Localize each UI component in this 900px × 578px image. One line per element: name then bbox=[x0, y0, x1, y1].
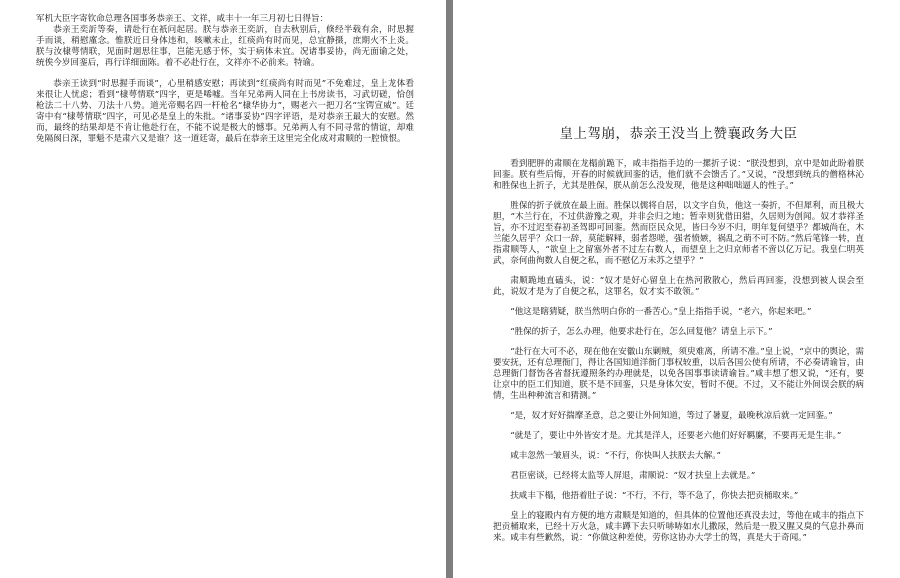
body-paragraph: “赴行在大可不必，现在他在安徽山东剿贼，须臾难离，所请不准。”皇上说，“京中的舆论，需要安抚，还有总理衙门，得让各国知道洋衙门事权较重，以后各国公使有所请，不必奏请谕旨，由总理衙门督饬各省督抚遵照条约办理就是，以免各国事事读请谕旨。”咸丰想了想又说，“还有，要让京中的臣工们知道，朕不是不回銮，只是身体欠安，暂时不便。不过，又不能让外间误会朕的病情，生出种种流言和猜测。” bbox=[493, 347, 864, 401]
right-page bbox=[453, 0, 900, 578]
edict-body: 恭亲王奕訢等奏，请赴行在祇问起居。朕与恭亲王奕訢，自去秋别后，倏经半载有余，时思握手而谈，稍慰廑念。惟朕近日身体违和，咳嗽未止，红痰尚有时而见，总宜静摄，庶期火不上炎。朕与汝棣萼情联，见面时迴思往事，岂能无感于怀，实于病体未宜。况诸事妥协，尚无面谕之处，统俟今岁回銮后，再行详细面陈。着不必赴行在，文祥亦不必前来。特谕。 bbox=[36, 25, 414, 68]
chapter-title: 皇上驾崩，恭亲王没当上赞襄政务大臣 bbox=[559, 126, 798, 142]
page-divider bbox=[446, 0, 453, 578]
body-paragraph: “就是了，要让中外皆安才是。尤其是洋人，还要老六他们好好羁縻，不要再无是生非。” bbox=[510, 431, 842, 441]
body-paragraph: “胜保的折子，怎么办理，他要求赴行在，怎么回复他？请皇上示下。” bbox=[510, 327, 773, 337]
chapter-top-space bbox=[493, 0, 864, 122]
body-paragraph: 扶咸丰下榻，他捂着肚子说：“不行，不行，等不急了，你快去把贡桶取来。” bbox=[510, 491, 799, 501]
left-page bbox=[0, 0, 446, 578]
edict-heading: 军机大臣字寄钦命总理各国事务恭亲王、文祥，咸丰十一年三月初七日得旨： bbox=[36, 14, 329, 24]
body-paragraph: 君臣密谈，已经将太监等人屏退，肃顺说：“奴才扶皇上去就是。” bbox=[510, 471, 756, 481]
body-paragraph: 皇上的寝殿内有方便的地方肃顺是知道的，但具体的位置他还真没去过，等他在咸丰的指点下把贡桶取来，已经十万火急，咸丰蹲下去只听哧哧如水儿撒尿，然后是一股又腥又臭的气息扑鼻而来。咸丰有些歉然，说：“你做这种差使，劳你这协办大学士的驾，真是大于奇闻。” bbox=[493, 511, 864, 543]
body-paragraph: 肃顺跪地直磕头，说：“奴才是好心留皇上在热河散散心，然后再回銮，没想到被人误会至此，说奴才是为了自便之私，这罪名，奴才实不敢领。” bbox=[493, 276, 864, 297]
body-paragraph: “他这是瞎猜疑，朕当然明白你的一番苦心。”皇上指指手说，“老六，你起来吧。” bbox=[510, 307, 812, 317]
body-paragraph: 看到肥胖的肃顺在龙榻前跪下，咸丰指指手边的一摞折子说：“朕没想到，京中是如此盼着朕回銮。朕有些后悔，开春的时候就回銮的话，他们就不会馈舌了。”又说，“没想到统兵的僧格林沁和胜保也上折子，尤其是胜保，朕从前怎么没发现，他是这种咄咄逼人的性子。” bbox=[493, 159, 864, 191]
paragraph-gap bbox=[36, 69, 414, 79]
body-paragraph: 胜保的折子就放在最上面。胜保以儒将自居，以文字自负，他这一奏折，不但犀利，而且极大胆，“木兰行在，不过供游豫之观，并非会归之地；暂幸则犹借田猎，久居则为创闻。奴才恭祥圣旨，亦不过迟至春初圣驾即可回銮。然而臣民众见，皆曰今岁不归，明年复何望乎？都城尚在，木兰能久居乎？众口一辞，莫能解释，弱者怨嗟，强者愤嫉，祸乱之萌不可不防。”然后笔锋一转，直指肃顺等人，“欲皇上之留塞外者不过左右数人，而望皇上之归京师者不啻以亿万记。我皇仁明英武，奈何曲徇数人自便之私，而不慰亿万未苏之望乎？” bbox=[493, 201, 864, 266]
body-paragraph: 咸丰忽然一皱眉头，说：“不行，你快叫人扶朕去大解。” bbox=[510, 451, 721, 461]
body-paragraph: “是，奴才好好揣摩圣意，总之要让外间知道，等过了暑夏，最晚秋凉后就一定回銮。” bbox=[510, 411, 833, 421]
narrative-paragraph: 恭亲王读到“时思握手而谈”，心里稍感安慰；再读到“红痰尚有时而见”不免难过，皇上龙体看来很让人忧虑；看到“棣萼情联”四字，更是唏嘘。当年兄弟两人同在上书房读书，习武切磋，恰创枪法二十八势、刀法十八势。道光帝赐名四一杆枪名“棣华协力”，赐老六一把刀名“宝锷宣威”。廷寄中有“棣萼情联”四字，可见必是皇上的朱批。“诸事妥协”四字评语，是对恭亲王最大的安慰。然而，最终的结果却是不肯让他赴行在，不能不说是极大的憾事。兄弟两人有不同寻常的情谊，却难免隔阂日深，罪魁不是肃六又是谁？这一道廷寄，最后在恭亲王这里完全化成对肃顺的一腔愤恨。 bbox=[36, 79, 414, 144]
